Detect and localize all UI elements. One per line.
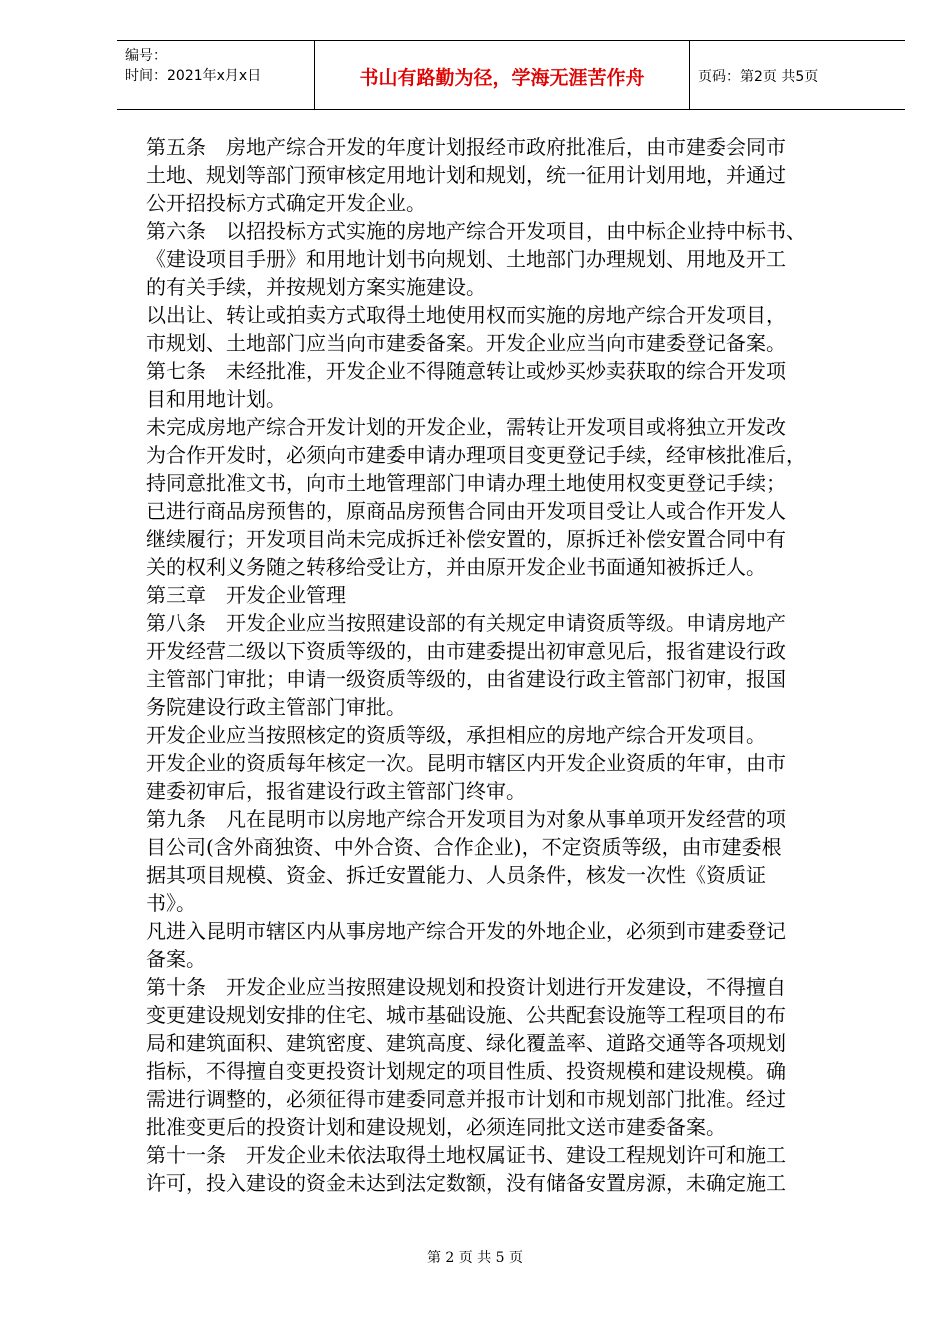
body-text-line: 局和建筑面积、建筑密度、建筑高度、绿化覆盖率、道路交通等各项规划 xyxy=(146,1031,786,1055)
body-text-line: 第十条 开发企业应当按照建设规划和投资计划进行开发建设，不得擅自 xyxy=(146,975,786,999)
body-text-line: 已进行商品房预售的，原商品房预售合同由开发项目受让人或合作开发人 xyxy=(146,499,786,523)
document-body xyxy=(146,133,882,1197)
body-text-line: 据其项目规模、资金、拆迁安置能力、人员条件，核发一次性《资质证 xyxy=(146,863,766,887)
body-text-line: 需进行调整的，必须征得市建委同意并报市计划和市规划部门批准。经过 xyxy=(146,1087,786,1111)
body-text-line: 公开招投标方式确定开发企业。 xyxy=(146,191,426,215)
body-text-line: 第六条 以招投标方式实施的房地产综合开发项目，由中标企业持中标书、 xyxy=(146,219,806,243)
body-text-line: 第九条 凡在昆明市以房地产综合开发项目为对象从事单项开发经营的项 xyxy=(146,807,786,831)
body-text-line: 为合作开发时，必须向市建委申请办理项目变更登记手续，经审核批准后， xyxy=(146,443,806,467)
document-number-label: 编号： xyxy=(125,48,167,64)
body-text-line: 开发经营二级以下资质等级的，由市建委提出初审意见后，报省建设行政 xyxy=(146,639,786,663)
body-text-line: 第三章 开发企业管理 xyxy=(146,583,346,607)
header-meta-cell xyxy=(117,41,315,109)
header-motto-cell xyxy=(315,41,690,109)
document-header xyxy=(117,40,905,110)
body-text-line: 未完成房地产综合开发计划的开发企业，需转让开发项目或将独立开发改 xyxy=(146,415,786,439)
body-text-line: 市规划、土地部门应当向市建委备案。开发企业应当向市建委登记备案。 xyxy=(146,331,786,355)
body-text-line: 的有关手续，并按规划方案实施建设。 xyxy=(146,275,486,299)
header-page-cell xyxy=(690,41,905,109)
header-page-number: 页码：第2页 共5页 xyxy=(698,69,819,85)
body-text-line: 指标，不得擅自变更投资计划规定的项目性质、投资规模和建设规模。确 xyxy=(146,1059,786,1083)
body-text-line: 建委初审后，报省建设行政主管部门终审。 xyxy=(146,779,526,803)
body-text-line: 土地、规划等部门预审核定用地计划和规划，统一征用计划用地，并通过 xyxy=(146,163,786,187)
body-text-line: 继续履行；开发项目尚未完成拆迁补偿安置的，原拆迁补偿安置合同中有 xyxy=(146,527,786,551)
document-time-label: 时间：2021年x月x日 xyxy=(125,68,262,84)
body-text-line: 书》。 xyxy=(146,891,196,915)
body-text-line: 《建设项目手册》和用地计划书向规划、土地部门办理规划、用地及开工 xyxy=(146,247,786,271)
body-text-line: 务院建设行政主管部门审批。 xyxy=(146,695,406,719)
body-text-line: 第五条 房地产综合开发的年度计划报经市政府批准后，由市建委会同市 xyxy=(146,135,786,159)
body-text-line: 凡进入昆明市辖区内从事房地产综合开发的外地企业，必须到市建委登记 xyxy=(146,919,786,943)
header-motto: 书山有路勤为径，学海无涯苦作舟 xyxy=(359,67,645,89)
body-text-line: 许可，投入建设的资金未达到法定数额，没有储备安置房源，未确定施工 xyxy=(146,1171,786,1195)
body-text-line: 目公司(含外商独资、中外合资、合作企业)，不定资质等级，由市建委根 xyxy=(146,835,782,859)
body-text-line: 变更建设规划安排的住宅、城市基础设施、公共配套设施等工程项目的布 xyxy=(146,1003,786,1027)
body-text-line: 关的权利义务随之转移给受让方，并由原开发企业书面通知被拆迁人。 xyxy=(146,555,766,579)
body-text-line: 第八条 开发企业应当按照建设部的有关规定申请资质等级。申请房地产 xyxy=(146,611,786,635)
body-text-line: 第十一条 开发企业未依法取得土地权属证书、建设工程规划许可和施工 xyxy=(146,1143,786,1167)
body-text-line: 主管部门审批；申请一级资质等级的，由省建设行政主管部门初审，报国 xyxy=(146,667,786,691)
body-text-line: 备案。 xyxy=(146,947,206,971)
page-footer: 第 2 页 共 5 页 xyxy=(426,1250,524,1266)
body-text-line: 持同意批准文书，向市土地管理部门申请办理土地使用权变更登记手续； xyxy=(146,471,786,495)
body-text-line: 第七条 未经批准，开发企业不得随意转让或炒买炒卖获取的综合开发项 xyxy=(146,359,786,383)
body-text-line: 批准变更后的投资计划和建设规划，必须连同批文送市建委备案。 xyxy=(146,1115,726,1139)
body-text-line: 开发企业应当按照核定的资质等级，承担相应的房地产综合开发项目。 xyxy=(146,723,766,747)
body-text-line: 目和用地计划。 xyxy=(146,387,286,411)
body-text-line: 以出让、转让或拍卖方式取得土地使用权而实施的房地产综合开发项目， xyxy=(146,303,786,327)
body-text-line: 开发企业的资质每年核定一次。昆明市辖区内开发企业资质的年审，由市 xyxy=(146,751,786,775)
